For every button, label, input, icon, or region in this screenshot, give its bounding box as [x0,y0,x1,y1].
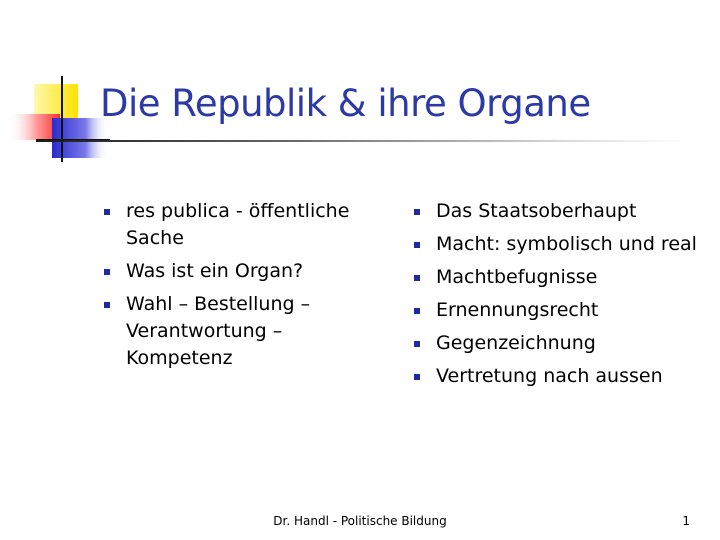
right-bullet-text: Machtbefugnisse [436,266,598,288]
square-bullet-icon [104,269,110,275]
right-bullet-item [414,264,714,291]
right-bullet-text: Macht: symbolisch und real [436,233,697,255]
right-bullet-item [414,198,714,225]
square-bullet-icon [414,341,420,347]
left-bullet-list [104,198,389,378]
right-bullet-item [414,231,714,258]
slide-page-number: 1 [682,514,690,528]
square-bullet-icon [414,308,420,314]
left-bullet-text: Wahl – Bestellung – Verantwortung – Kompetenz [126,293,311,369]
left-bullet-item [104,291,389,372]
right-bullet-item [414,330,714,357]
left-bullet-item [104,198,389,252]
title-underline-rule [36,140,686,142]
right-bullet-item [414,363,714,390]
slide-title: Die Republik & ihre Organe [100,82,591,125]
square-bullet-icon [414,275,420,281]
square-bullet-icon [414,374,420,380]
left-bullet-item [104,258,389,285]
slide-footer: Dr. Handl - Politische Bildung [273,514,447,528]
right-bullet-text: Ernennungsrecht [436,299,599,321]
right-bullet-text: Das Staatsoberhaupt [436,200,637,222]
slide-logo-decoration [0,70,110,165]
right-bullet-text: Vertretung nach aussen [436,365,663,387]
square-bullet-icon [104,302,110,308]
square-bullet-icon [104,209,110,215]
right-bullet-text: Gegenzeichnung [436,332,596,354]
left-bullet-text: Was ist ein Organ? [126,260,304,282]
square-bullet-icon [414,209,420,215]
square-bullet-icon [414,242,420,248]
left-bullet-text: res publica - öffentliche Sache [126,200,350,249]
right-bullet-list [414,198,714,396]
right-bullet-item [414,297,714,324]
